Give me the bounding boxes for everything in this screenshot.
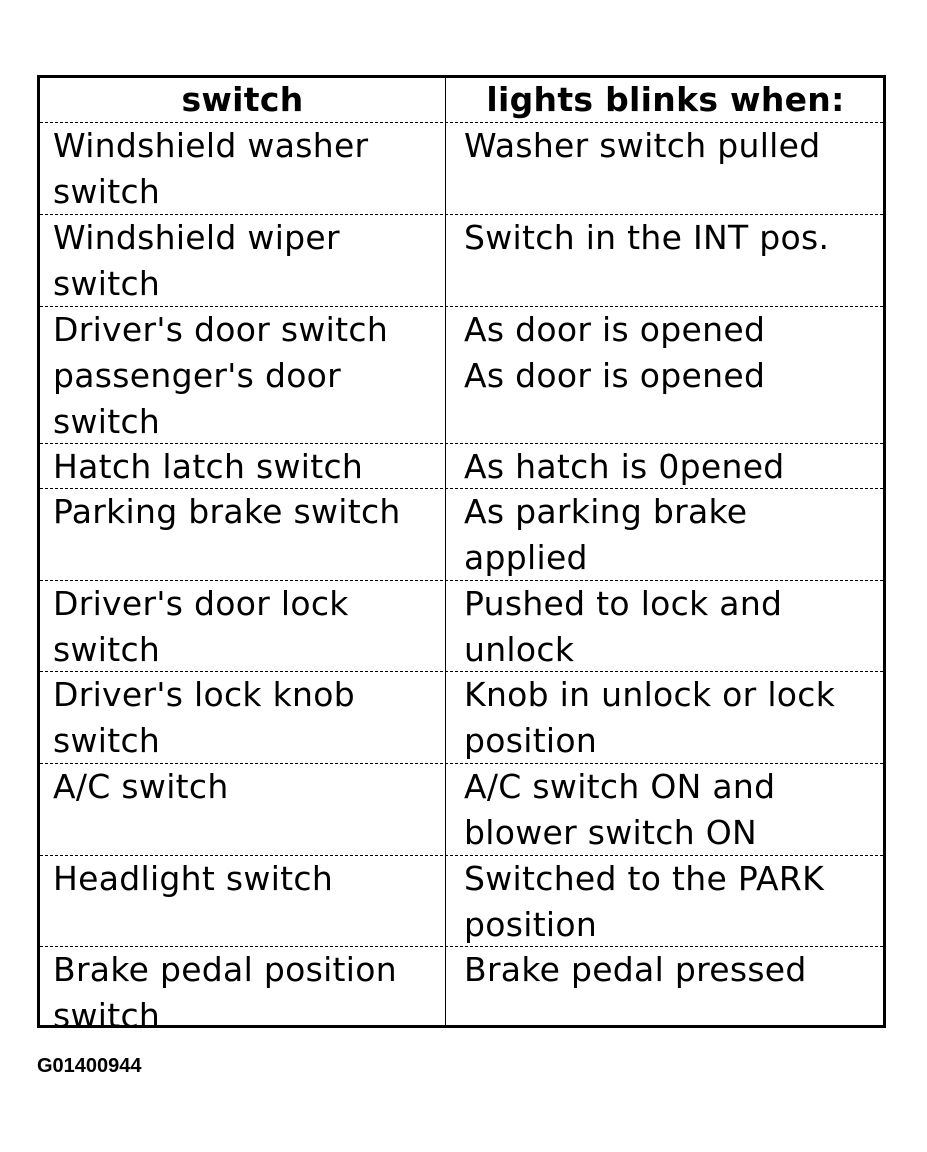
switch-cell	[53, 856, 438, 902]
condition-cell	[464, 672, 884, 764]
cell-line: As hatch is 0pened	[464, 447, 785, 486]
switch-cell	[53, 489, 438, 535]
table-row	[40, 444, 883, 489]
switch-table	[37, 75, 886, 1035]
cell-line: applied	[464, 538, 588, 577]
header-lights-blinks-when: lights blinks when:	[486, 80, 845, 119]
figure-id: G01400944	[37, 1055, 142, 1077]
cell-line: Brake pedal pressed	[464, 950, 807, 989]
cell-line: Hatch latch switch	[53, 447, 364, 486]
cell-line: Washer switch pulled	[464, 126, 821, 165]
table-row	[40, 123, 883, 215]
table-row	[40, 764, 883, 856]
condition-cell	[464, 947, 884, 993]
cell-line: switch	[53, 172, 161, 211]
cell-line: blower switch ON	[464, 813, 757, 852]
cell-line: Driver's lock knob	[53, 675, 355, 714]
cell-line: As door is opened	[464, 356, 766, 395]
switch-cell	[53, 444, 438, 490]
table-row	[40, 947, 883, 1035]
cell-line: Driver's door lock	[53, 584, 349, 623]
cell-line: As parking brake	[464, 492, 748, 531]
switch-cell	[53, 307, 438, 445]
cell-line: Brake pedal position	[53, 950, 397, 989]
cell-line: As door is opened	[464, 310, 766, 349]
cell-line: unlock	[464, 630, 575, 669]
cell-line: switch	[53, 721, 161, 760]
table-row	[40, 581, 883, 672]
cell-line: switch	[53, 402, 161, 441]
switch-cell	[53, 581, 438, 673]
cell-line: Switch in the INT pos.	[464, 218, 830, 257]
cell-line: Windshield wiper	[53, 218, 340, 257]
cell-line: A/C switch	[53, 767, 229, 806]
cell-line: Parking brake switch	[53, 492, 401, 531]
switch-cell	[53, 764, 438, 810]
cell-line: position	[464, 721, 598, 760]
cell-line: Switched to the PARK	[464, 859, 825, 898]
table-row	[40, 307, 883, 444]
cell-line: Headlight switch	[53, 859, 334, 898]
cell-line: A/C switch ON and	[464, 767, 776, 806]
table-row	[40, 672, 883, 764]
cell-line: Pushed to lock and	[464, 584, 783, 623]
condition-cell	[464, 444, 884, 490]
switch-cell	[53, 947, 438, 1039]
cell-line: switch	[53, 996, 161, 1035]
condition-cell	[464, 123, 884, 169]
switch-cell	[53, 123, 438, 215]
condition-cell	[464, 215, 884, 261]
cell-line: Driver's door switch	[53, 310, 389, 349]
condition-cell	[464, 307, 884, 399]
table-row	[40, 215, 883, 307]
switch-cell	[53, 672, 438, 764]
condition-cell	[464, 489, 884, 581]
cell-line: switch	[53, 630, 161, 669]
condition-cell	[464, 856, 884, 948]
condition-cell	[464, 581, 884, 673]
cell-line: Knob in unlock or lock	[464, 675, 836, 714]
cell-line: Windshield washer	[53, 126, 369, 165]
cell-line: switch	[53, 264, 161, 303]
table-header	[40, 78, 883, 123]
table-row	[40, 856, 883, 947]
condition-cell	[464, 764, 884, 856]
table-row	[40, 489, 883, 581]
cell-line: position	[464, 905, 598, 944]
header-switch: switch	[181, 80, 304, 119]
cell-line: passenger's door	[53, 356, 342, 395]
switch-cell	[53, 215, 438, 307]
